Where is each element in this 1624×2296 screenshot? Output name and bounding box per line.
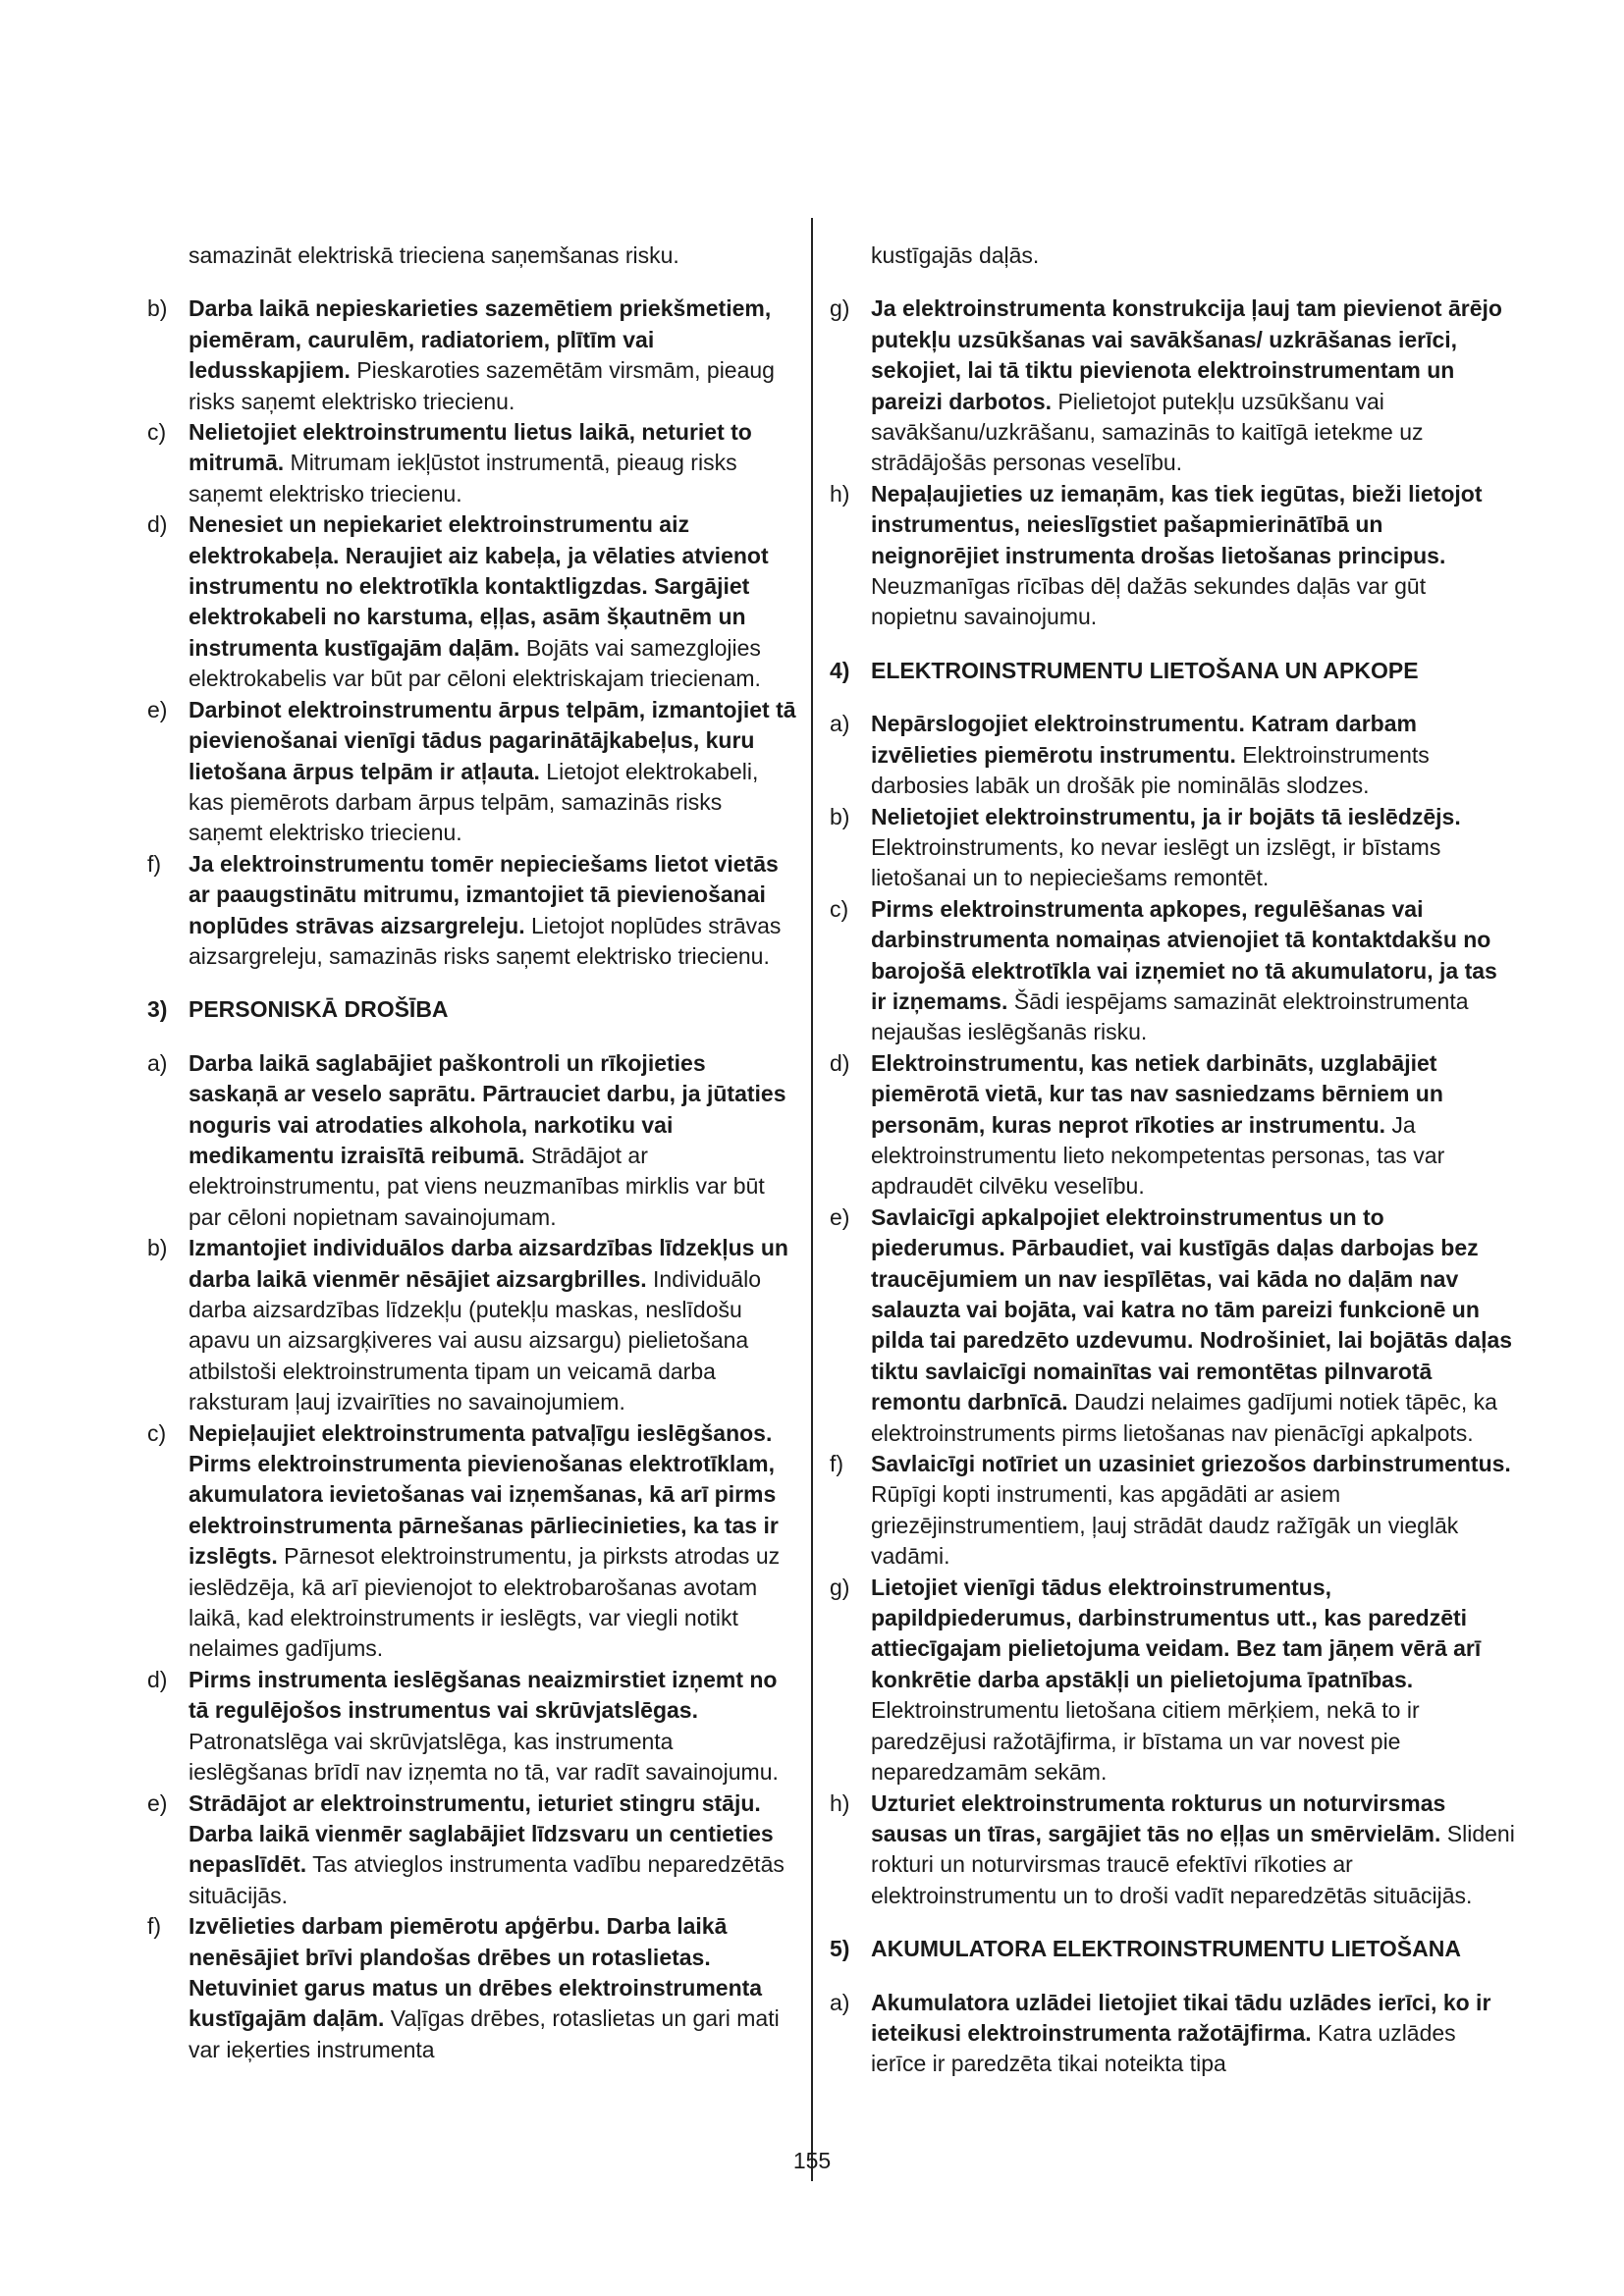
item-label: a) [830,711,850,737]
page-number: 155 [792,2148,832,2173]
heading-text: ELEKTROINSTRUMENTU LIETOŠANA UN APKOPE [871,657,1419,683]
warning-text: Nenesiet un nepiekariet elektroinstrumentu aiz elektrokabeļa. Neraujiet aiz kabeļa, ja vēlaties atvienot instrumentu no elektrotīkla kontaktligzdas. Sargājiet elektrokabeli no karstuma, eļļas, asām šķautnēm un instrumenta kustīgajām daļām. [189,511,769,661]
item-label: c) [147,1419,167,1446]
item-label: f) [147,850,162,877]
warning-text: Ja elektroinstrumenta konstrukcija ļauj tam pievienot ārējo putekļu uzsūkšanas vai savākšanas/ uzkrāšanas ierīci, sekojiet, lai tā tiktu pievienota elektroinstrumentam un pareizi darbotos. [871,295,1502,414]
item-label: c) [830,895,849,922]
explanation-text: Elektroinstruments, ko nevar ieslēgt un izslēgt, ir bīstams lietošanai un to nepieciešams remontēt. [871,833,1441,891]
heading-text: AKUMULATORA ELEKTROINSTRUMENTU LIETOŠANA [871,1936,1461,1962]
item-label: 4) [830,657,850,683]
warning-text: Darba laikā saglabājiet paškontroli un rīkojieties saskaņā ar veselo saprātu. Pārtrauciet darbu, ja jūtaties noguris vai atrodaties alkohola, narkotiku vai medikamentu izraisītā reibumā. [189,1049,786,1168]
list-item [147,1665,797,1789]
warning-text: Savlaicīgi apkalpojiet elektroinstrumentus un to piederumus. Pārbaudiet, vai kustīgās daļas darbojas bez traucējumiem un nav iespīlētas, vai kāda no daļām nav salauzta vai bojāta, vai katra no tām pareizi funkcionē un pilda tai paredzēto uzdevumu. Nodrošiniet, lai bojātās daļas tiktu savlaicīgi nomainītas vai remontētas pilnvarotā remontu darbnīcā. [871,1203,1513,1415]
continued-text [830,240,1517,271]
explanation-text: Rūpīgi kopti instrumenti, kas apgādāti ar asiem griezējinstrumentiem, ļauj strādāt daudz ražīgāk un vieglāk vadāmi. [871,1481,1459,1570]
column-divider [811,218,813,2181]
heading-text: PERSONISKĀ DROŠĪBA [189,996,449,1023]
item-label: c) [147,419,167,446]
list-item [830,1988,1517,2080]
explanation-text: Elektroinstrumentu lietošana citiem mērķiem, nekā to ir paredzējusi ražotājfirma, ir bīstama un var novest pie neparedzamām sekām. [871,1697,1420,1786]
list-item [830,294,1517,478]
list-item [147,1048,797,1233]
list-item [147,1233,797,1417]
list-item [147,1418,797,1665]
item-label: h) [830,1789,850,1816]
warning-text: Nelietojiet elektroinstrumentu, ja ir bojāts tā ieslēdzējs. [871,803,1461,829]
list-item [830,709,1517,801]
explanation-text: Daudzi nelaimes gadījumi notiek tāpēc, ka elektroinstruments pirms lietošanas nav pienācīgi apkalpots. [871,1389,1497,1446]
item-label: d) [830,1049,850,1076]
explanation-text: Šādi iespējams samazināt elektroinstrumenta nejaušas ieslēgšanās risku. [871,988,1469,1045]
explanation-text: Pieskaroties sazemētām virsmām, pieaug risks saņemt elektrisko triecienu. [189,357,775,414]
continued-text [147,240,797,271]
explanation-text: Patronatslēga vai skrūvjatslēga, kas instrumenta ieslēgšanas brīdī nav izņemta no tā, var radīt savainojumu. [189,1728,779,1786]
explanation-text: Pārnesot elektroinstrumentu, ja pirksts atrodas uz ieslēdzēja, kā arī pievienojot to elektrobarošanas avotam laikā, kad elektroinstruments ir ieslēgts, var viegli notikt nelaimes gadījums. [189,1543,781,1662]
list-item [830,1449,1517,1573]
warning-text: Elektroinstrumentu, kas netiek darbināts, uzglabājiet piemērotā vietā, kur tas nav sasniedzams bērniem un personām, kuras neprot rīkoties ar instrumentu. [871,1049,1443,1138]
item-label: e) [830,1203,850,1230]
explanation-text: Lietojot noplūdes strāvas aizsargreleju, samazinās risks saņemt elektrisko triecienu. [189,912,782,969]
item-label: a) [830,1989,850,2015]
warning-text: Nelietojiet elektroinstrumentu lietus laikā, neturiet to mitrumā. [189,419,752,476]
explanation-text: Slideni rokturi un noturvirsmas traucē efektīvi rīkoties ar elektroinstrumentu un to droši vadīt neparedzētās situācijās. [871,1820,1515,1908]
item-label: e) [147,1789,168,1816]
warning-text: Lietojiet vienīgi tādus elektroinstrumentus, papildpiederumus, darbinstrumentus utt., kas paredzēti attiecīgajam pielietojuma veidam. Bez tam jāņem vērā arī konkrētie darba apstākļi un pielietojuma īpatnības. [871,1574,1482,1692]
list-item [147,849,797,973]
body-text: kustīgajās daļās. [871,242,1040,268]
warning-text: Uzturiet elektroinstrumenta rokturus un noturvirsmas sausas un tīras, sargājiet tās no eļļas un smērvielām. [871,1789,1446,1846]
list-item [147,695,797,849]
item-label: f) [147,1913,162,1940]
explanation-text: Vaļīgas drēbes, rotaslietas un gari mati var ieķerties instrumenta [189,2005,780,2062]
body-text: samazināt elektriskā trieciena saņemšanas risku. [189,242,679,268]
explanation-text: Tas atvieglos instrumenta vadību neparedzētās situācijās. [189,1851,785,1908]
explanation-text: Pielietojot putekļu uzsūkšanu vai savākšanu/uzkrāšanu, samazinās to kaitīgā ietekme uz strādājošās personas veselību. [871,388,1424,476]
list-item [830,802,1517,894]
warning-text: Darba laikā nepieskarieties sazemētiem priekšmetiem, piemēram, caurulēm, radiatoriem, plītīm vai ledusskapjiem. [189,295,772,384]
warning-text: Darbinot elektroinstrumentu ārpus telpām, izmantojiet tā pievienošanai vienīgi tādus pagarinātājkabeļus, kuru lietošana ārpus telpām ir atļauta. [189,696,796,784]
list-item [147,1789,797,1912]
list-item [830,479,1517,633]
item-label: g) [830,1574,850,1600]
right-column [830,218,1517,2080]
item-label: b) [147,1235,168,1261]
item-label: d) [147,511,168,538]
item-label: g) [830,295,850,322]
item-label: f) [830,1451,844,1477]
list-item [147,417,797,509]
section-heading [830,1934,1517,1964]
warning-text: Ja elektroinstrumentu tomēr nepieciešams lietot vietās ar paaugstinātu mitrumu, izmantojiet tā pievienošanai noplūdes strāvas aizsargreleju. [189,850,779,938]
explanation-text: Strādājot ar elektroinstrumentu, pat viens neuzmanības mirklis var būt par cēloni nopietnam savainojumam. [189,1142,765,1230]
item-label: b) [147,295,168,322]
list-item [147,294,797,417]
explanation-text: Individuālo darba aizsardzības līdzekļu (putekļu maskas, neslīdošu apavu un aizsargķiveres vai ausu aizsargu) pielietošana atbilstoši elektroinstrumenta tipam un veicamā darba raksturam ļauj izvairīties no savainojumiem. [189,1265,761,1415]
warning-text: Nepārslogojiet elektroinstrumentu. Katram darbam izvēlieties piemērotu instrumentu. [871,711,1417,768]
warning-text: Strādājot ar elektroinstrumentu, ieturiet stingru stāju. Darba laikā vienmēr saglabājiet līdzsvaru un centieties nepaslīdēt. [189,1789,774,1878]
warning-text: Pirms instrumenta ieslēgšanas neaizmirstiet izņemt no tā regulējošos instrumentus vai skrūvjatslēgas. [189,1666,778,1724]
warning-text: Pirms elektroinstrumenta apkopes, regulēšanas vai darbinstrumenta nomaiņas atvienojiet tā kontaktdakšu no barojošā elektrotīkla vai izņemiet no tā akumulatoru, ja tas ir izņemams. [871,895,1497,1014]
warning-text: Izmantojiet individuālos darba aizsardzības līdzekļus un darba laikā vienmēr nēsājiet aizsargbrilles. [189,1235,788,1292]
left-column [147,218,797,2065]
list-item [147,1911,797,2065]
warning-text: Izvēlieties darbam piemērotu apģērbu. Darba laikā nenēsājiet brīvi plandošas drēbes un rotaslietas. Netuviniet garus matus un drēbes elektroinstrumenta kustīgajām daļām. [189,1913,763,2032]
warning-text: Nepieļaujiet elektroinstrumenta patvaļīgu ieslēgšanos. Pirms elektroinstrumenta pievienošanas elektrotīklam, akumulatora ievietošanas vai izņemšanas, kā arī pirms elektroinstrumenta pārnešanas pārliecinieties, ka tas ir izslēgts. [189,1419,779,1570]
list-item [830,1048,1517,1202]
section-heading [830,656,1517,686]
item-label: 5) [830,1936,850,1962]
item-label: 3) [147,996,168,1023]
section-heading [147,994,797,1025]
list-item [147,509,797,694]
explanation-text: Katra uzlādes ierīce ir paredzēta tikai noteikta tipa [871,2019,1456,2077]
explanation-text: Ja elektroinstrumentu lieto nekompetentas personas, tas var apdraudēt cilvēku veselību. [871,1111,1445,1200]
explanation-text: Mitrumam iekļūstot instrumentā, pieaug risks saņemt elektrisko triecienu. [189,450,737,507]
explanation-text: Neuzmanīgas rīcības dēļ dažās sekundes daļās var gūt nopietnu savainojumu. [871,573,1427,630]
item-label: h) [830,480,850,507]
item-label: a) [147,1049,168,1076]
warning-text: Nepaļaujieties uz iemaņām, kas tiek iegūtas, bieži lietojot instrumentus, neieslīgstiet pašapmierinātībā un neignorējiet instrumenta drošas lietošanas principus. [871,480,1483,568]
list-item [830,1573,1517,1789]
warning-text: Akumulatora uzlādei lietojiet tikai tādu uzlādes ierīci, ko ir ieteikusi elektroinstrumenta ražotājfirma. [871,1989,1491,2046]
list-item [830,1789,1517,1912]
item-label: d) [147,1666,168,1692]
item-label: b) [830,803,850,829]
list-item [830,894,1517,1048]
explanation-text: Lietojot elektrokabeli, kas piemērots darbam ārpus telpām, samazinās risks saņemt elektrisko triecienu. [189,758,759,846]
explanation-text: Bojāts vai samezglojies elektrokabelis var būt par cēloni elektriskajam triecienam. [189,634,761,692]
list-item [830,1202,1517,1449]
item-label: e) [147,696,168,722]
warning-text: Savlaicīgi notīriet un uzasiniet griezošos darbinstrumentus. [871,1451,1511,1477]
explanation-text: Elektroinstruments darbosies labāk un drošāk pie nominālās slodzes. [871,741,1430,799]
